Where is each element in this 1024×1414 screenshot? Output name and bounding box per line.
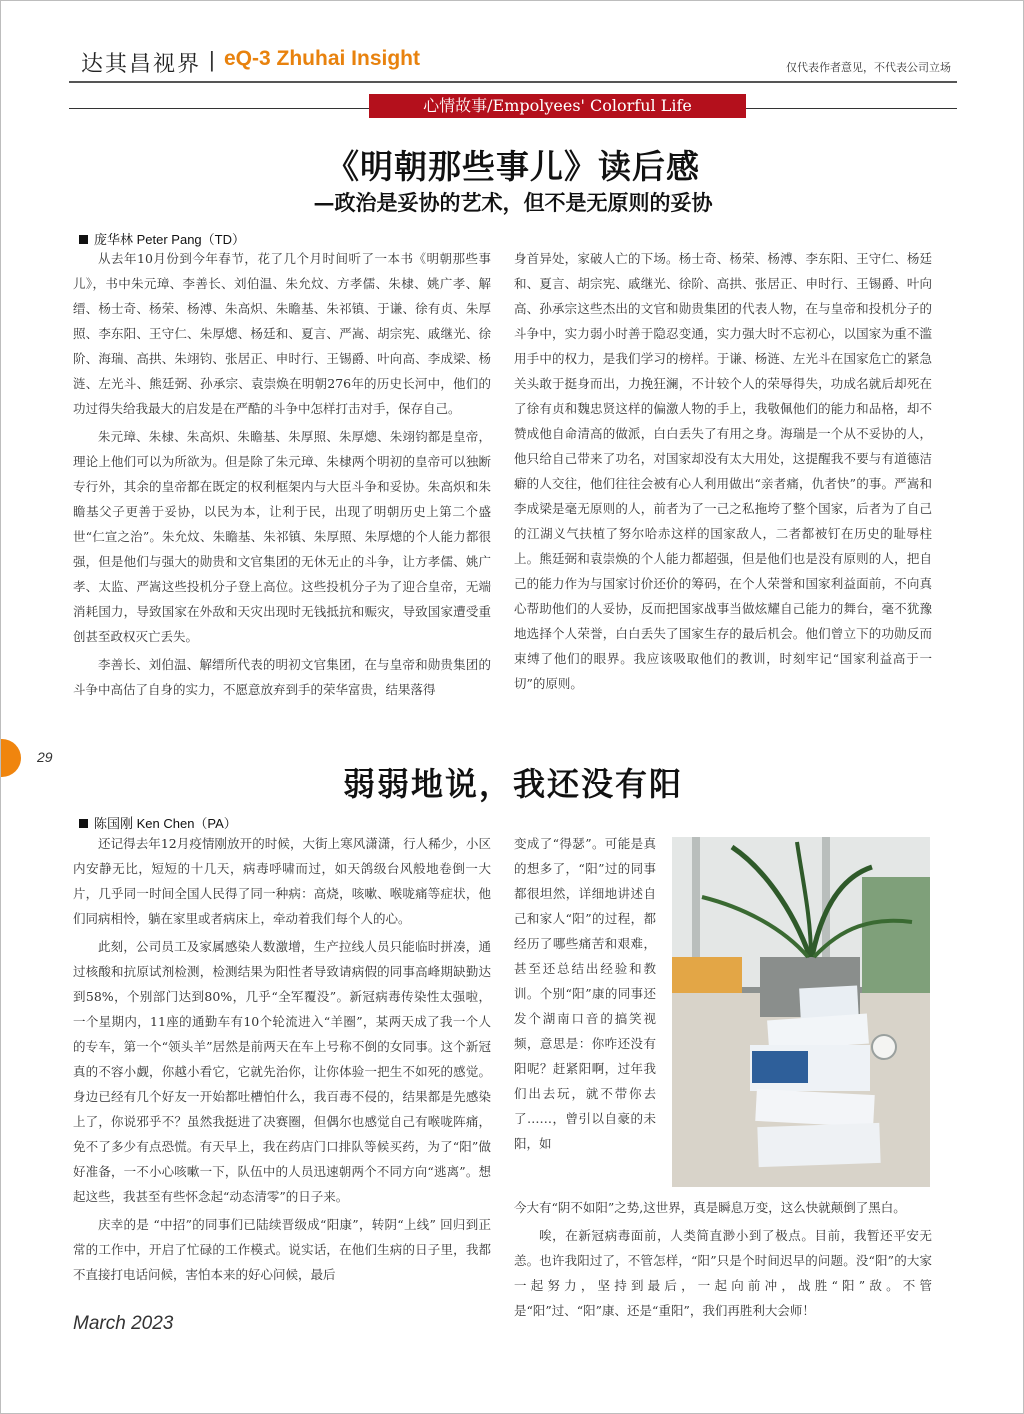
brand-separator: | — [209, 47, 215, 72]
article2-right-narrow-column — [514, 831, 656, 1159]
article2-author — [79, 813, 237, 832]
article1-left-column — [73, 246, 491, 705]
article1-right-column — [514, 246, 932, 699]
bullet-square-icon — [79, 235, 88, 244]
article2-paragraph: 还记得去年12月疫情刚放开的时候，大街上寒风潇潇，行人稀少，小区内安静无比，短短的十几天，病毒呼啸而过，如天鸽级台风般地卷倒一大片，几乎同一时间全国人民得了同一种病：高烧，咳嗽、喉咙痛等症状，他们同病相怜，躺在家里或者病床上，牵动着我们每个人的心。 — [73, 836, 491, 926]
page-header — [81, 43, 951, 79]
article1-subtitle: —政治是妥协的艺术，但不是无原则的妥协 — [313, 190, 713, 215]
article1-author-name: 庞华林 Peter Pang（TD） — [94, 232, 245, 247]
article2-paragraph: 此刻，公司员工及家属感染人数激增，生产拉线人员只能临时拼凑，通过核酸和抗原试剂检测，检测结果为阳性者导致请病假的同事高峰期缺勤达到58%，个别部门达到80%，几乎“全军覆没”。新冠病毒传染性太强啦，一个星期内，11座的通勤车有10个轮流进入“羊圈”，某两天成了我一个人的专车，第一个“领头羊”居然是前两天在车上号称不倒的女同事。这个新冠真的不容小觑，你越小看它，它就先治你，让你体验一把生不如死的感觉。身边已经有几个好友一开始都吐槽怕什么，我百毒不侵的，结果都是先感染上了，你说邪乎不？虽然我挺进了决赛圈，但偶尔也感觉自己有喉咙阵痛，免不了多少有点恐慌。有天早上，我在药店门口排队等候买药，为了“阳”做好准备，一不小心咳嗽一下，队伍中的人员迅速朝两个不同方向“逃离”。想起这些，我甚至有些怀念起“动态清零”的日子来。 — [73, 939, 491, 1204]
article2-paragraph: 今大有“阴不如阳”之势,这世界，真是瞬息万变，这么快就颠倒了黑白。 — [514, 1200, 906, 1215]
article2-left-column — [73, 831, 491, 1290]
article1-title: 《明朝那些事儿》读后感 — [326, 147, 700, 186]
article2-paragraph: 唉，在新冠病毒面前，人类简直渺小到了极点。目前，我暂还平安无恙。也许我阳过了，不管怎样，“阳”只是个时间迟早的问题。没“阳”的大家一起努力，坚持到最后，一起向前冲，战胜“阳”敌。不管是“阳”过、“阳”康、还是“重阳”，我们再胜利大会师！ — [514, 1228, 932, 1318]
orchid-and-test-kit-boxes-photo — [672, 837, 930, 1187]
bullet-square-icon — [79, 819, 88, 828]
article2-paragraph: 庆幸的是 “中招”的同事们已陆续晋级成“阳康”，转阴“上线” 回归到正常的工作中，开启了忙碌的工作模式。说实话，在他们生病的日子里，我都不直接打电话问候，害怕本来的好心问候，最后 — [73, 1217, 491, 1282]
section-bar — [69, 94, 957, 120]
article2-title: 弱弱地说，我还没有阳 — [342, 765, 683, 803]
article2-right-wide-column — [514, 1195, 932, 1326]
article1-paragraph: 李善长、刘伯温、解缙所代表的明初文官集团，在与皇帝和勋贵集团的斗争中高估了自身的实力，不愿意放弃到手的荣华富贵，结果落得 — [73, 657, 491, 697]
article2-author-name: 陈国刚 Ken Chen（PA） — [94, 816, 237, 831]
brand-chinese: 达其昌视界 — [81, 52, 202, 77]
disclaimer: 仅代表作者意见，不代表公司立场 — [786, 61, 951, 74]
issue-date: March 2023 — [73, 1313, 174, 1334]
article2-paragraph: 变成了“得瑟”。可能是真的想多了，“阳”过的同事都很坦然，详细地讲述自己和家人“阳”的过程，都经历了哪些痛苦和艰难，甚至还总结出经验和教训。个别“阳”康的同事还发个湖南口音的搞笑视频，意思是：你咋还没有阳呢？赶紧阳啊，过年我们出去玩，就不带你去了……，曾引以自豪的未阳，如 — [514, 836, 656, 1151]
page-number: 29 — [37, 749, 53, 765]
article1-paragraph: 身首异处，家破人亡的下场。杨士奇、杨荣、杨溥、李东阳、王守仁、杨廷和、夏言、胡宗宪、戚继光、徐阶、高拱、张居正、申时行、王锡爵、叶向高、孙承宗这些杰出的文官和勋贵集团的代表人物，在与皇帝和投机分子的斗争中，实力弱小时善于隐忍变通，实力强大时不忘初心，以国家为重不滥用手中的权力，是我们学习的榜样。于谦、杨涟、左光斗在国家危亡的紧急关头敢于挺身而出，力挽狂澜，不计较个人的荣辱得失，功成名就后却死在了徐有贞和魏忠贤这样的偏激人物的手上，我敬佩他们的能力和品格，却不赞成他自命清高的做派，白白丢失了有用之身。海瑞是一个从不妥协的人，他只给自己带来了功名，对国家却没有太大用处，这提醒我不要与有道德洁癖的人交往，他们往往会被有心人利用做出“亲者痛，仇者快”的事。严嵩和李成梁是毫无原则的人，前者为了一己之私拖垮了整个国家，后者为了自己的江湖义气扶植了努尔哈赤这样的国家敌人，二者都被钉在历史的耻辱柱上。熊廷弼和袁崇焕的个人能力都超强，但是他们也是没有原则的人，把自己的能力作为与国家讨价还价的筹码，在个人荣誉和国家利益面前，不向真心帮助他们的人妥协，反而把国家战事当做炫耀自己能力的舞台，毫不犹豫地选择个人荣誉，白白丢失了国家生存的最后机会。他们曾立下的功勋反而束缚了他们的眼界。我应该吸取他们的教训，时刻牢记“国家利益高于一切”的原则。 — [514, 251, 932, 691]
section-label: 心情故事/Empolyees' Colorful Life — [369, 94, 746, 118]
brand-english: eQ-3 Zhuhai Insight — [224, 47, 421, 70]
header-divider — [69, 81, 957, 83]
article1-paragraph: 朱元璋、朱棣、朱高炽、朱瞻基、朱厚照、朱厚熜、朱翊钧都是皇帝，理论上他们可以为所欲为。但是除了朱元璋、朱棣两个明初的皇帝可以独断专行外，其余的皇帝都在既定的权利框架内与大臣斗争和妥协。朱高炽和朱瞻基父子更善于妥协，以民为本，让利于民，出现了明朝历史上第二个盛世“仁宣之治”。朱允炆、朱瞻基、朱祁镇、朱厚照、朱厚熜的个人能力都很强，但是他们与强大的勋贵和文官集团的无休无止的斗争，让方孝儒、姚广孝、太监、严嵩这些投机分子登上高位。这些投机分子为了迎合皇帝，无端消耗国力，导致国家在外敌和天灾出现时无钱抵抗和赈灾，导致国家遭受重创甚至政权灭亡丢失。 — [73, 429, 491, 644]
article1-paragraph: 从去年10月份到今年春节，花了几个月时间听了一本书《明朝那些事儿》，书中朱元璋、李善长、刘伯温、朱允炆、方孝儒、朱棣、姚广孝、解缙、杨士奇、杨荣、杨溥、朱高炽、朱瞻基、朱祁镇、于谦、徐有贞、朱厚照、李东阳、王守仁、朱厚熜、杨廷和、夏言、严嵩、胡宗宪、戚继光、徐阶、海瑞、高拱、朱翊钧、张居正、申时行、王锡爵、叶向高、李成梁、杨涟、左光斗、熊廷弼、孙承宗、袁崇焕在明朝276年的历史长河中，他们的功过得失给我最大的启发是在严酷的斗争中怎样打击对手，保存自己。 — [73, 251, 491, 416]
photo-illustration — [672, 837, 930, 1187]
